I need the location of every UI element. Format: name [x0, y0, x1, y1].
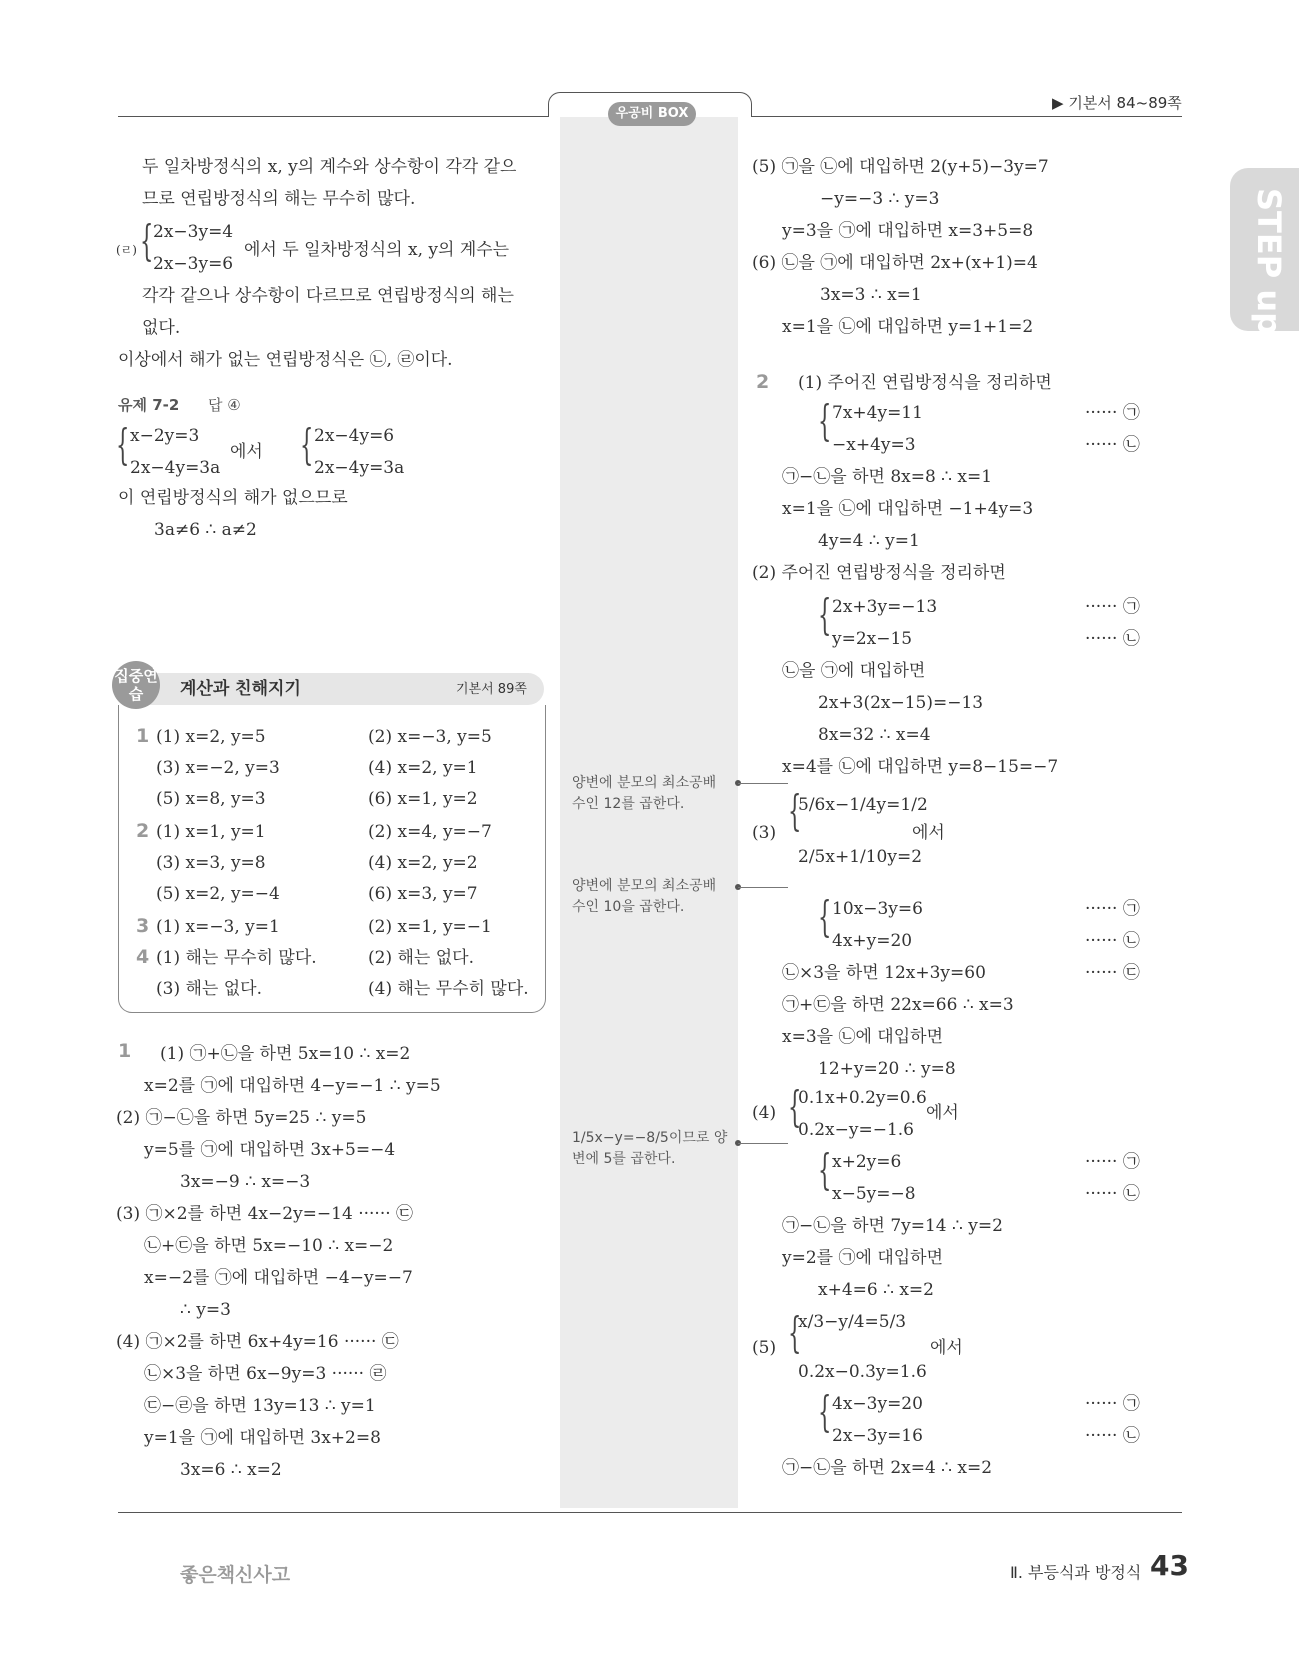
solution-line: ㉠−㉡을 하면 2x=4 ∴ x=2 [782, 1458, 993, 1478]
solution-line: ······ ㉠ [1085, 899, 1140, 919]
solution-line: (1) ㉠+㉡을 하면 5x=10 ∴ x=2 [160, 1044, 411, 1064]
solution-line: −y=−3 ∴ y=3 [820, 189, 940, 209]
step-up-label: STEP up [1250, 188, 1288, 336]
brace-icon: { [116, 420, 130, 469]
brace-icon: { [818, 892, 832, 941]
solution-line: 10x−3y=6 [832, 899, 923, 919]
step-up-tab[interactable] [1230, 168, 1299, 336]
solution-line: 2/5x+1/10y=2 [798, 847, 923, 867]
note-line: 양변에 분모의 최소공배 [572, 775, 717, 791]
solution-line: 2 [756, 371, 770, 393]
solution-line: 2x+3y=−13 [832, 597, 938, 617]
solution-line: ······ ㉡ [1085, 435, 1140, 455]
practice-answer: (5) x=8, y=3 [156, 789, 266, 809]
practice-number: 1 [136, 725, 150, 747]
solution-line: (3) [752, 823, 777, 843]
solution-line: ㉠+㉢을 하면 22x=66 ∴ x=3 [782, 995, 1014, 1015]
solution-line: y=2x−15 [832, 629, 913, 649]
practice-answer: (2) 해는 없다. [368, 948, 474, 968]
solution-line: 에서 [930, 1338, 963, 1358]
left-label: (ㄹ) [116, 243, 137, 257]
solution-line: y=3을 ㉠에 대입하면 x=3+5=8 [782, 221, 1034, 241]
note-line: 수인 12를 곱한다. [572, 796, 685, 812]
solution-line: 1 [118, 1040, 132, 1062]
solution-line: 4x+y=20 [832, 931, 913, 951]
brace-icon: { [140, 216, 154, 265]
equation: 2x−4y=6 [314, 426, 395, 446]
solution-line: −x+4y=3 [832, 435, 916, 455]
left-line: 에서 두 일차방정식의 x, y의 계수는 [244, 240, 510, 260]
brace-icon: { [300, 420, 314, 469]
equation: 2x−3y=6 [153, 254, 234, 274]
practice-answer: (6) x=1, y=2 [368, 789, 478, 809]
brace-icon: { [818, 590, 832, 639]
solution-line: x=2를 ㉠에 대입하면 4−y=−1 ∴ y=5 [144, 1076, 441, 1096]
practice-answer: (1) x=−3, y=1 [156, 917, 280, 937]
note-connector [738, 783, 788, 784]
solution-line: x=3을 ㉡에 대입하면 [782, 1027, 943, 1047]
solution-line: y=1을 ㉠에 대입하면 3x+2=8 [144, 1428, 381, 1448]
practice-answer: (1) x=1, y=1 [156, 822, 266, 842]
solution-line: x=1을 ㉡에 대입하면 y=1+1=2 [782, 317, 1034, 337]
note-line: 변에 5를 곱한다. [572, 1151, 676, 1167]
solution-line: 8x=32 ∴ x=4 [818, 725, 931, 745]
solution-line: x=4를 ㉡에 대입하면 y=8−15=−7 [782, 757, 1059, 777]
solution-line: (2) ㉠−㉡을 하면 5y=25 ∴ y=5 [116, 1108, 367, 1128]
practice-answer: (3) x=−2, y=3 [156, 758, 280, 778]
solution-line: ㉡을 ㉠에 대입하면 [782, 661, 926, 681]
left-line: 두 일차방정식의 x, y의 계수와 상수항이 각각 같으 [142, 157, 517, 177]
left-line: 이상에서 해가 없는 연립방정식은 ㉡, ㉣이다. [118, 350, 453, 370]
brace-icon: { [818, 396, 832, 445]
solution-line: 0.2x−0.3y=1.6 [798, 1362, 927, 1382]
solution-line: 12+y=20 ∴ y=8 [818, 1059, 956, 1079]
solution-line: 3x=3 ∴ x=1 [820, 285, 922, 305]
practice-answer: (4) x=2, y=1 [368, 758, 478, 778]
solution-line: ······ ㉠ [1085, 1394, 1140, 1414]
solution-line: x/3−y/4=5/3 [798, 1312, 907, 1332]
solution-line: 2x−3y=16 [832, 1426, 923, 1446]
left-line: 없다. [142, 318, 181, 338]
solution-line: x=−2를 ㉠에 대입하면 −4−y=−7 [144, 1268, 413, 1288]
answer-label: 답 ④ [208, 396, 241, 414]
solution-line: ······ ㉡ [1085, 629, 1140, 649]
solution-line: x+2y=6 [832, 1152, 902, 1172]
note-line: 수인 10을 곱한다. [572, 899, 685, 915]
solution-line: ······ ㉡ [1085, 1184, 1140, 1204]
solution-line: (4) ㉠×2를 하면 6x+4y=16 ······ ㉢ [116, 1332, 399, 1352]
solution-line: 7x+4y=11 [832, 403, 923, 423]
practice-answer: (3) 해는 없다. [156, 979, 262, 999]
section-title: Ⅱ. 부등식과 방정식 [1010, 1563, 1142, 1582]
equation: 2x−3y=4 [153, 222, 234, 242]
solution-line: ······ ㉡ [1085, 931, 1140, 951]
practice-number: 4 [136, 946, 150, 968]
header-rule-left [118, 116, 550, 117]
solution-line: 4x−3y=20 [832, 1394, 923, 1414]
solution-line: 0.2x−y=−1.6 [798, 1120, 914, 1140]
solution-line: ······ ㉢ [1085, 963, 1140, 983]
brace-icon: { [788, 1082, 802, 1131]
left-line: 에서 [230, 442, 263, 462]
solution-line: (6) ㉡을 ㉠에 대입하면 2x+(x+1)=4 [752, 253, 1038, 273]
practice-answer: (2) x=4, y=−7 [368, 822, 492, 842]
practice-badge: 집중연습 [112, 661, 160, 709]
solution-line: ㉡×3을 하면 6x−9y=3 ······ ㉣ [144, 1364, 387, 1384]
practice-answer: (4) 해는 무수히 많다. [368, 979, 529, 999]
brace-icon: { [818, 1145, 832, 1194]
solution-line: ㉠−㉡을 하면 7y=14 ∴ y=2 [782, 1216, 1003, 1236]
practice-answer: (1) 해는 무수히 많다. [156, 948, 317, 968]
solution-line: (5) [752, 1338, 777, 1358]
example-label: 유제 7-2 [118, 396, 180, 414]
header-ref-text: 기본서 84~89쪽 [1068, 94, 1182, 112]
solution-line: ㉠−㉡을 하면 8x=8 ∴ x=1 [782, 467, 993, 487]
practice-answer: (2) x=−3, y=5 [368, 727, 492, 747]
equation: 2x−4y=3a [130, 458, 221, 478]
brace-icon: { [788, 1308, 802, 1357]
solution-line: 3x=−9 ∴ x=−3 [180, 1172, 311, 1192]
solution-line: 4y=4 ∴ y=1 [818, 531, 920, 551]
note-line: 1/5x−y=−8/5이므로 양 [572, 1130, 728, 1146]
header-rule-right [750, 116, 1182, 117]
margin-note [572, 876, 716, 918]
margin-note [572, 1128, 727, 1170]
practice-number: 3 [136, 915, 150, 937]
solution-line: 2x+3(2x−15)=−13 [818, 693, 984, 713]
solution-line: 0.1x+0.2y=0.6 [798, 1088, 927, 1108]
solution-line: x+4=6 ∴ x=2 [818, 1280, 934, 1300]
solution-line: 5/6x−1/4y=1/2 [798, 795, 928, 815]
solution-line: 3x=6 ∴ x=2 [180, 1460, 282, 1480]
brace-icon: { [818, 1387, 832, 1436]
equation: x−2y=3 [130, 426, 200, 446]
left-line: 므로 연립방정식의 해는 무수히 많다. [142, 189, 416, 209]
solution-line: (1) 주어진 연립방정식을 정리하면 [798, 373, 1052, 393]
left-line: 이 연립방정식의 해가 없으므로 [118, 488, 348, 508]
solution-line: x=1을 ㉡에 대입하면 −1+4y=3 [782, 499, 1034, 519]
note-line: 양변에 분모의 최소공배 [572, 878, 717, 894]
practice-answer: (1) x=2, y=5 [156, 727, 266, 747]
solution-line: 에서 [912, 823, 945, 843]
header-ref: ▶ 기본서 84~89쪽 [1052, 94, 1182, 112]
solution-line: (4) [752, 1103, 777, 1123]
solution-line: ㉡+㉢을 하면 5x=−10 ∴ x=−2 [144, 1236, 394, 1256]
solution-line: 에서 [926, 1103, 959, 1123]
brace-icon: { [788, 786, 802, 835]
margin-note [572, 773, 716, 815]
page-number: 43 [1150, 1549, 1189, 1582]
solution-line: ······ ㉡ [1085, 1426, 1140, 1446]
solution-line: ㉡×3을 하면 12x+3y=60 [782, 963, 986, 983]
left-line: 각각 같으나 상수항이 다르므로 연립방정식의 해는 [142, 286, 514, 306]
practice-answer: (5) x=2, y=−4 [156, 884, 280, 904]
equation: 2x−4y=3a [314, 458, 405, 478]
practice-answer: (6) x=3, y=7 [368, 884, 478, 904]
practice-answer: (2) x=1, y=−1 [368, 917, 492, 937]
solution-line: (3) ㉠×2를 하면 4x−2y=−14 ······ ㉢ [116, 1204, 414, 1224]
solution-line: x−5y=−8 [832, 1184, 916, 1204]
solution-line: (5) ㉠을 ㉡에 대입하면 2(y+5)−3y=7 [752, 157, 1049, 177]
note-connector [738, 887, 788, 888]
solution-line: ㉢−㉣을 하면 13y=13 ∴ y=1 [144, 1396, 376, 1416]
footer-rule [118, 1512, 1182, 1513]
practice-ref: 기본서 89쪽 [456, 682, 527, 697]
solution-line: ······ ㉠ [1085, 403, 1140, 423]
solution-line: y=5를 ㉠에 대입하면 3x+5=−4 [144, 1140, 396, 1160]
publisher-logo: 좋은책신사고 [180, 1564, 291, 1586]
note-connector [738, 1143, 788, 1144]
solution-line: ······ ㉠ [1085, 1152, 1140, 1172]
practice-title: 계산과 친해지기 [180, 679, 301, 699]
practice-answer: (3) x=3, y=8 [156, 853, 266, 873]
practice-number: 2 [136, 820, 150, 842]
box-badge: 우공비 BOX [608, 102, 696, 126]
solution-line: y=2를 ㉠에 대입하면 [782, 1248, 944, 1268]
left-line: 3a≠6 ∴ a≠2 [154, 520, 257, 540]
solution-line: ∴ y=3 [180, 1300, 231, 1320]
practice-answer: (4) x=2, y=2 [368, 853, 478, 873]
solution-line: (2) 주어진 연립방정식을 정리하면 [752, 563, 1006, 583]
solution-line: ······ ㉠ [1085, 597, 1140, 617]
